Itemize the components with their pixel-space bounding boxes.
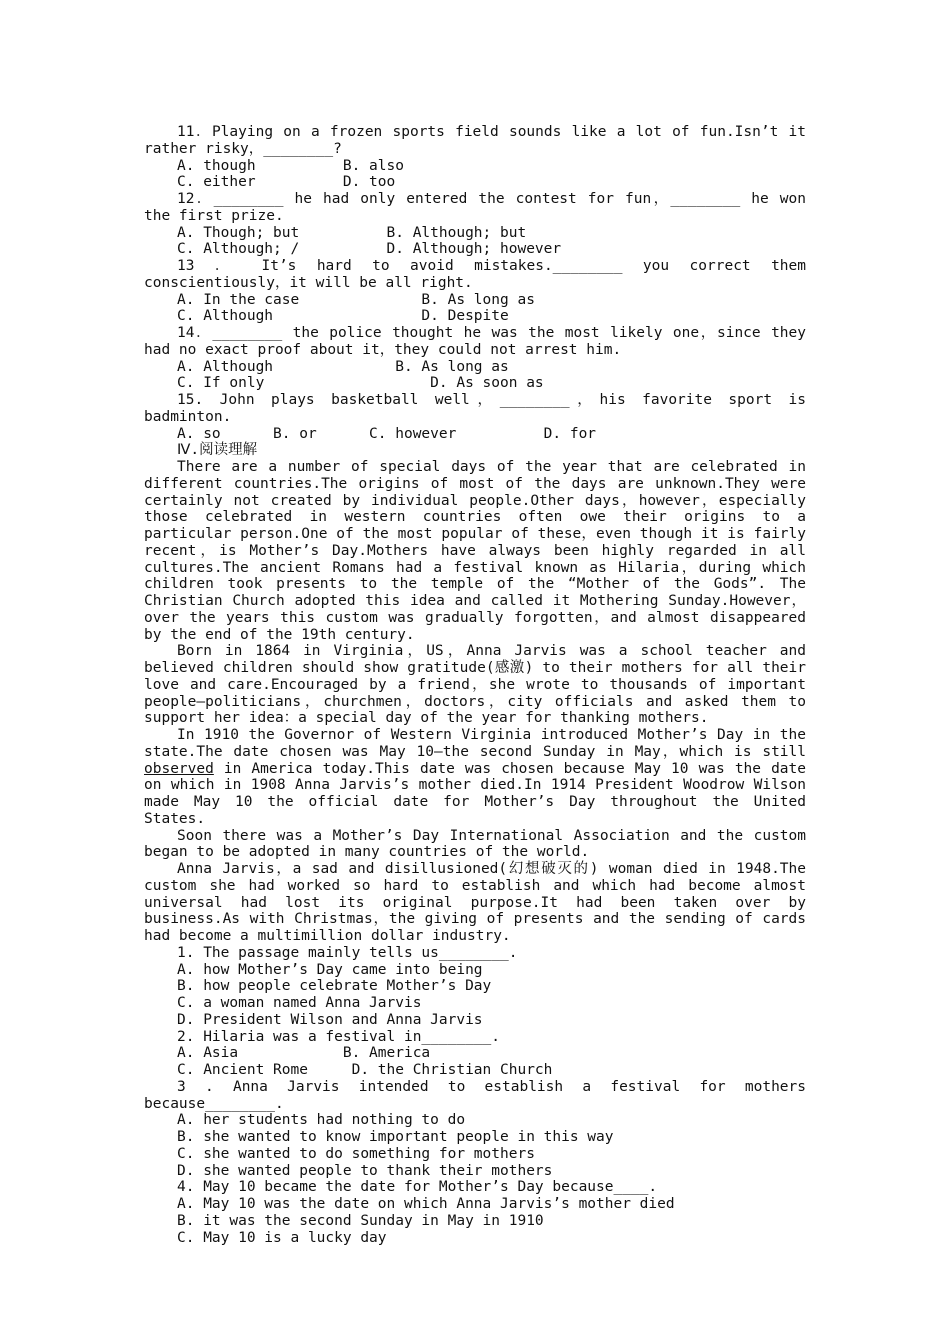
- r1-option-a: A. how Mother’s Day came into being: [177, 961, 483, 978]
- r3-stem: 3 . Anna Jarvis intended to establish a festival for mothers because________.: [144, 1078, 806, 1112]
- q11-stem: 11．Playing on a frozen sports field sounds like a lot of fun.Isn’t it rather risky，________?: [144, 124, 806, 157]
- q11-options-cd: C. either D. too: [177, 174, 396, 191]
- q11-options-ab: A. though B. also: [177, 157, 404, 174]
- r4-option-c: C. May 10 is a lucky day: [177, 1229, 387, 1246]
- r2-options-ab: A. Asia B. America: [177, 1045, 431, 1062]
- q12-stem: 12．________ he had only entered the contest for fun，________ he won the first prize.: [144, 191, 806, 224]
- r1-stem: 1. The passage mainly tells us________.: [177, 944, 518, 961]
- r2-options-cd: C. Ancient Rome D. the Christian Church: [177, 1062, 553, 1078]
- q14-stem: 14．________ the police thought he was the most likely one，since they had no exact proof about it，they could not arrest him.: [144, 325, 806, 358]
- q14-options-ab: A. Although B. As long as: [177, 358, 509, 375]
- r1-option-d: D. President Wilson and Anna Jarvis: [177, 1011, 483, 1028]
- r3-option-b: B. she wanted to know important people in this way: [177, 1129, 614, 1145]
- q12-options-cd: C. Although; / D. Although; however: [177, 241, 562, 258]
- q12-options-ab: A. Though; but B. Although; but: [177, 224, 527, 241]
- passage-paragraph-5: Anna Jarvis，a sad and disillusioned(幻想破灭的) woman died in 1948.The custom she had worked so hard to establish and which had become almost universal had lost its original purpose.It had been taken over by business.As with Christmas，the giving of presents and the sending of cards had become a multimillion dollar industry.: [144, 861, 806, 944]
- r1-option-b: B. how people celebrate Mother’s Day: [177, 978, 492, 995]
- passage-p3-start: In 1910 the Governor of Western Virginia introduced Mother’s Day in the state.The date chosen was May 10—the second Sunday in May，which is still: [144, 727, 806, 760]
- q15-stem: 15. John plays basketball well，________，his favorite sport is badminton.: [144, 392, 806, 425]
- q13-options-cd: C. Although D. Despite: [177, 308, 509, 325]
- passage-paragraph-3: [144, 727, 806, 828]
- q13-options-ab: A. In the case B. As long as: [177, 291, 535, 308]
- q15-options: A. so B. or C. however D. for: [177, 425, 597, 442]
- r1-option-c: C. a woman named Anna Jarvis: [177, 995, 422, 1011]
- passage-paragraph-1: There are a number of special days of the year that are celebrated in different countries.The origins of most of the days are unknown.They were certainly not created by individual people.Other days，however，especially those celebrated in western countries often owe their origins to a particular person.One of the most popular of these，even though it is fairly recent，is Mother’s Day.Mothers have always been highly regarded in all cultures.The ancient Romans had a festival known as Hilaria，during which children took presents to the temple of the “Mother of the Gods”. The Christian Church adopted this idea and called it Mothering Sunday.However，over the years this custom was gradually forgotten，and almost disappeared by the end of the 19th century.: [144, 459, 806, 643]
- r2-stem: 2. Hilaria was a festival in________.: [177, 1028, 501, 1045]
- r4-option-b: B. it was the second Sunday in May in 1910: [177, 1212, 544, 1229]
- document-page: [144, 124, 806, 1246]
- section-heading: Ⅳ.阅读理解: [177, 442, 258, 459]
- r3-option-a: A. her students had nothing to do: [177, 1112, 466, 1129]
- r4-option-a: A. May 10 was the date on which Anna Jarvis’s mother died: [177, 1196, 675, 1212]
- passage-paragraph-4: Soon there was a Mother’s Day International Association and the custom began to be adopted in many countries of the world.: [144, 827, 806, 861]
- q13-stem: 13 ． It’s hard to avoid mistakes.________ you correct them conscientiously，it will be all right.: [144, 258, 806, 291]
- q14-options-cd: C. If only D. As soon as: [177, 375, 544, 392]
- r3-option-c: C. she wanted to do something for mothers: [177, 1145, 535, 1162]
- r3-option-d: D. she wanted people to thank their mothers: [177, 1162, 553, 1179]
- underlined-word-observed: observed: [144, 760, 214, 777]
- passage-p3-end: in America today.This date was chosen because May 10 was the date on which in 1908 Anna Jarvis’s mother died.In 1914 President Woodrow Wilson made May 10 the official date for Mother’s Day throughout the United States.: [144, 760, 806, 827]
- r4-stem: 4. May 10 became the date for Mother’s Day because____.: [177, 1179, 658, 1196]
- passage-paragraph-2: Born in 1864 in Virginia，US，Anna Jarvis was a school teacher and believed children should show gratitude(感激) to their mothers for all their love and care.Encouraged by a friend，she wrote to thousands of important people—politicians，churchmen，doctors，city officials and asked them to support her idea：a special day of the year for thanking mothers.: [144, 643, 806, 727]
